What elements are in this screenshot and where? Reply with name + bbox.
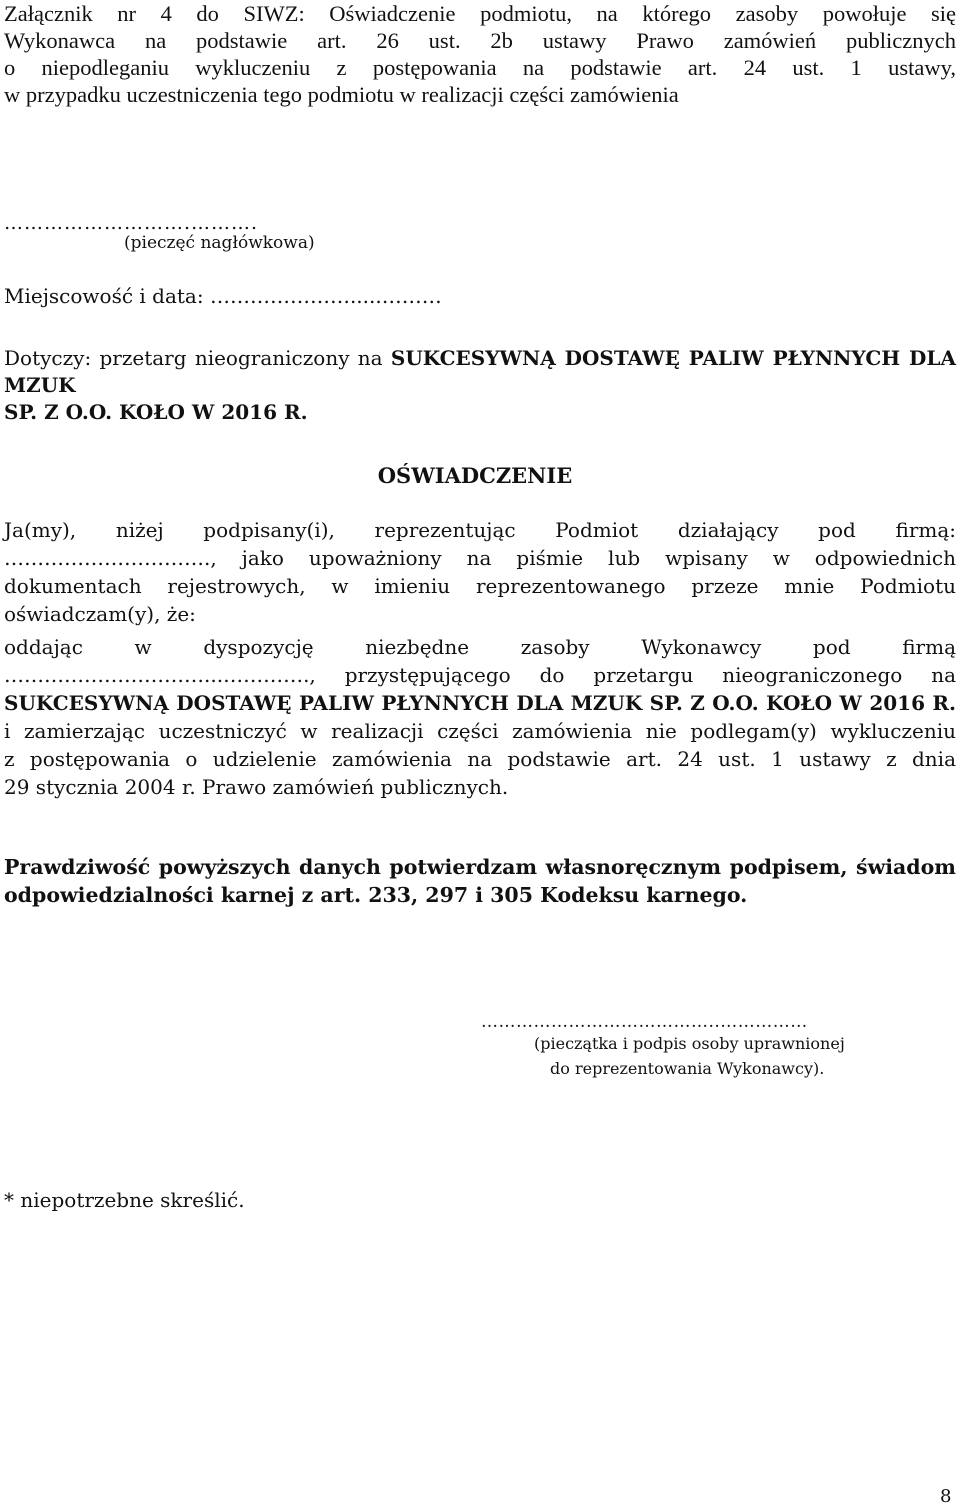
declaration-paragraph xyxy=(4,516,956,628)
truth-line-1: Prawdziwość powyższych danych potwierdzam własnoręcznym podpisem, świadom xyxy=(4,855,956,879)
truthfulness-statement xyxy=(4,853,956,909)
declaration-line-2: …………………………., jako upoważniony na piśmie lub wpisany w odpowiednich xyxy=(4,546,956,570)
title-line-4: w przypadku uczestniczenia tego podmiotu w realizacji części zamówienia xyxy=(4,82,679,107)
signature-caption-line-1: (pieczątka i podpis osoby uprawnionej xyxy=(534,1034,845,1053)
clause-line-6: 29 stycznia 2004 r. Prawo zamówień publicznych. xyxy=(4,775,509,799)
place-date-label: Miejscowość i data: xyxy=(4,284,204,308)
declaration-line-3: dokumentach rejestrowych, w imieniu reprezentowanego przeze mnie Podmiotu xyxy=(4,574,956,598)
truth-line-2: odpowiedzialności karnej z art. 233, 297 i 305 Kodeksu karnego. xyxy=(4,883,748,907)
title-line-2: Wykonawca na podstawie art. 26 ust. 2b ustawy Prawo zamówień publicznych xyxy=(4,28,956,53)
clause-line-2: …………………………...…………., przystępującego do przetargu nieograniczonego na xyxy=(4,663,956,687)
footnote: * niepotrzebne skreślić. xyxy=(4,1188,245,1212)
subject-section xyxy=(4,345,956,426)
subject-line-1 xyxy=(4,345,956,399)
stamp-caption: (pieczęć nagłówkowa) xyxy=(124,233,315,253)
signature-caption-line-2: do reprezentowania Wykonawcy). xyxy=(550,1059,825,1078)
clause-line-1: oddając w dyspozycję niezbędne zasoby Wykonawcy pod firmą xyxy=(4,635,956,659)
declaration-line-4: oświadczam(y), że: xyxy=(4,602,196,626)
subject-bold-1: SUKCESYWNĄ DOSTAWĘ PALIW PŁYNNYCH DLA MZUK xyxy=(4,346,956,397)
title-line-1: Załącznik nr 4 do SIWZ: Oświadczenie podmiotu, na którego zasoby powołuje się xyxy=(4,1,956,26)
declaration-heading: OŚWIADCZENIE xyxy=(377,463,573,488)
clause-paragraph xyxy=(4,633,956,801)
clause-line-5: z postępowania o udzielenie zamówienia na podstawie art. 24 ust. 1 ustawy z dnia xyxy=(4,747,956,771)
signature-placeholder-dots: …………………………………..…………… xyxy=(481,1012,808,1032)
page-number: 8 xyxy=(940,1486,952,1507)
declaration-line-1: Ja(my), niżej podpisany(i), reprezentując Podmiot działający pod firmą: xyxy=(4,518,956,542)
subject-prefix: Dotyczy: przetarg nieograniczony na xyxy=(4,346,391,370)
subject-bold-2: SP. Z O.O. KOŁO W 2016 R. xyxy=(4,400,308,424)
clause-line-4: i zamierzając uczestniczyć w realizacji części zamówienia nie podlegam(y) wykluczeniu xyxy=(4,719,956,743)
clause-line-3: SUKCESYWNĄ DOSTAWĘ PALIW PŁYNNYCH DLA MZUK SP. Z O.O. KOŁO W 2016 R. xyxy=(4,691,956,715)
document-title xyxy=(4,0,956,108)
place-date-field xyxy=(4,283,442,309)
place-date-dots: ………………….....……… xyxy=(203,284,442,308)
title-line-3: o niepodleganiu wykluczeniu z postępowania na podstawie art. 24 ust. 1 ustawy, xyxy=(4,55,956,80)
stamp-placeholder-dots: ……………………….………. xyxy=(4,212,259,234)
